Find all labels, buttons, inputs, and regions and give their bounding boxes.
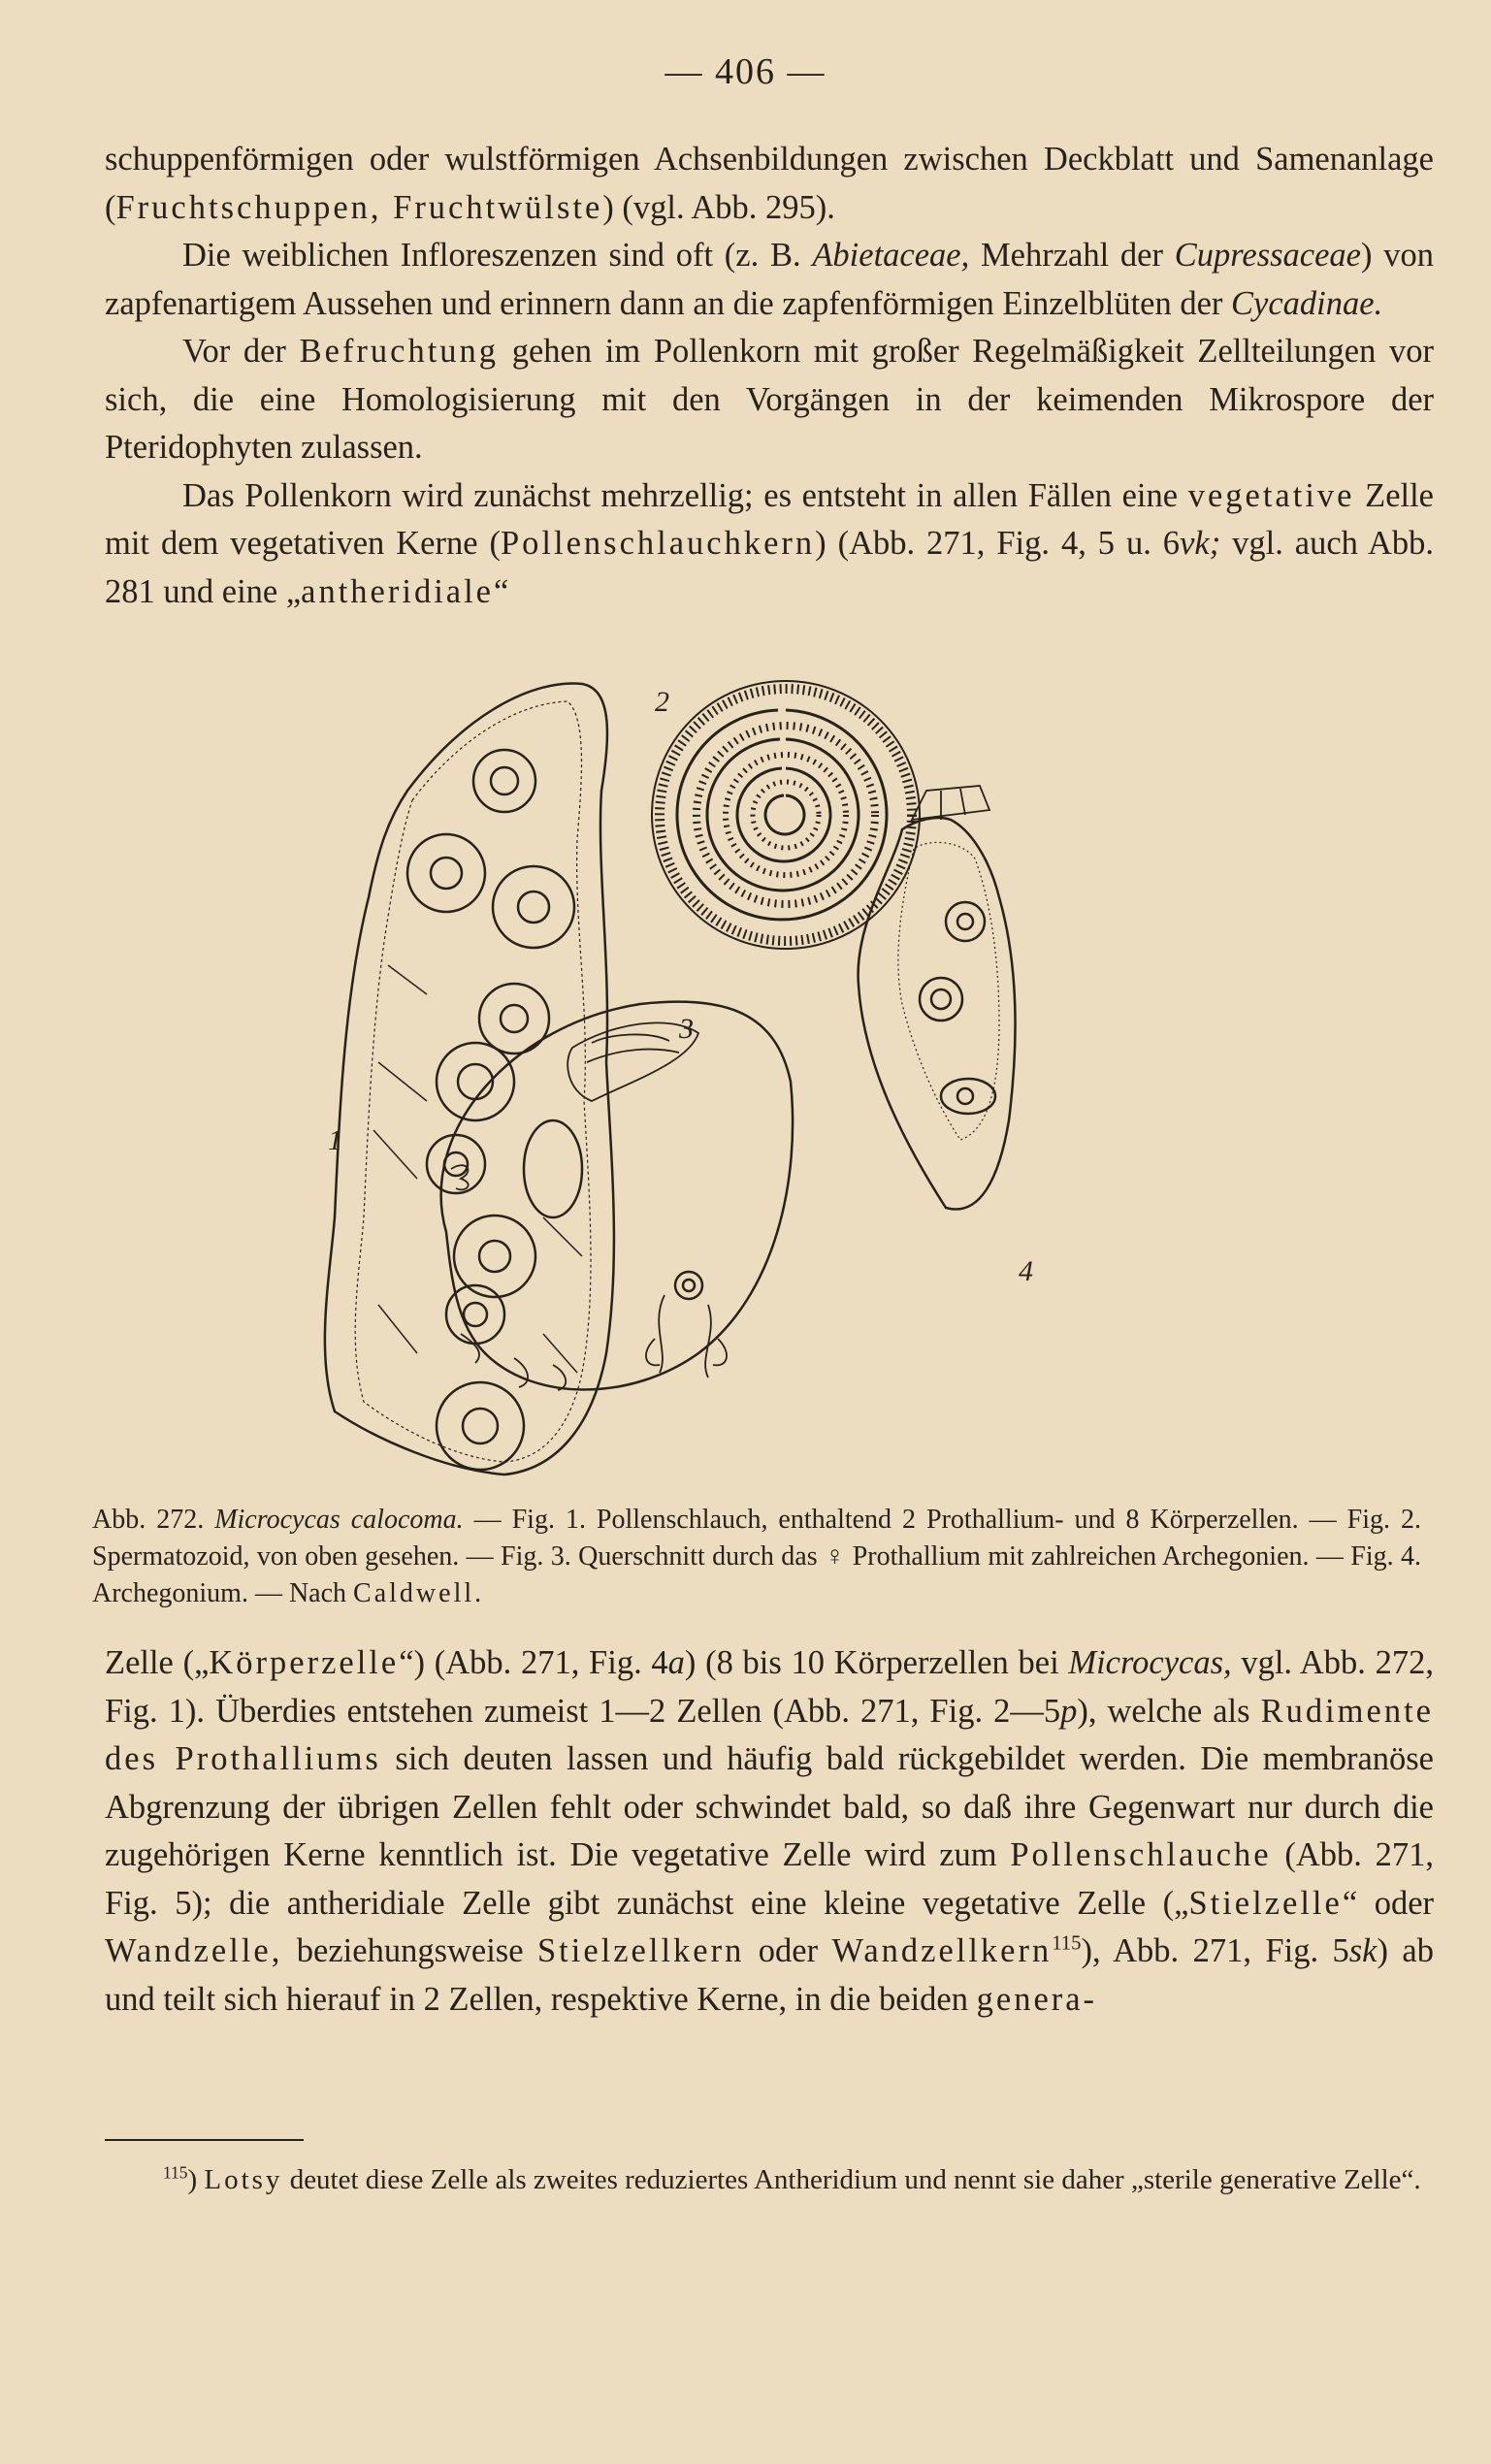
- footnote-marker[interactable]: 115: [1052, 1932, 1082, 1955]
- spaced-term: Fruchtschuppen, Fruchtwülste: [115, 188, 603, 226]
- fig-label-3: 3: [679, 1013, 694, 1045]
- figure-caption: [92, 1502, 1421, 1612]
- taxon-name: Cycadinae.: [1231, 284, 1383, 322]
- footnote-author: Lotsy: [204, 2164, 283, 2195]
- paragraph: [105, 232, 1434, 328]
- paragraph: [105, 472, 1434, 617]
- abbreviation: vk;: [1180, 525, 1221, 562]
- footnote-divider: [105, 2139, 304, 2141]
- caption-text: [92, 1502, 1421, 1612]
- text-run: Zelle mit dem vegetativen Kerne (: [105, 476, 1434, 562]
- spaced-term: vegetative: [1187, 476, 1355, 514]
- text-run: (Abb. 271, Fig. 5); die antheridiale Zelle gibt zunächst eine kleine vegetative Zelle („: [105, 1836, 1434, 1922]
- spaced-term: Stielzelle: [1188, 1884, 1343, 1922]
- text-run: ) (Abb. 271, Fig. 4, 5 u. 6: [815, 525, 1181, 562]
- spaced-term: Wandzelle,: [105, 1932, 283, 1969]
- spaced-term: Pollenschlauche: [1010, 1836, 1272, 1873]
- caption-author: Caldwell.: [353, 1578, 485, 1608]
- paragraph: [105, 328, 1434, 472]
- spaced-term: Befruchtung: [299, 333, 500, 370]
- text-run: “: [494, 572, 509, 610]
- figure-microcycas: [320, 674, 1242, 1494]
- caption-body: — Fig. 1. Pollenschlauch, enthaltend 2 Prothallium- und 8 Körperzellen. — Fig. 2. Spermatozoid, von oben gesehen. — Fig. 3. Querschnitt durch das ♀ Prothallium mit zahlreichen Archegonien. — Fig. 4. Archegonium. — Nach: [92, 1505, 1421, 1608]
- text-run: sich deuten lassen und häufig bald rückgebildet werden. Die membranöse Abgrenzung der übrigen Zellen fehlt oder schwindet bald, so daß ihre Gegenwart nur durch die zugehörigen Kerne kenntlich ist. Die vegetative Zelle wird zum: [105, 1740, 1434, 1873]
- footnote-body: deutet diese Zelle als zweites reduziertes Antheridium und nennt sie daher „sterile generative Zelle“.: [282, 2164, 1421, 2195]
- text-run: ) ab und teilt sich hierauf in 2 Zellen, respektive Kerne, in die beiden: [105, 1932, 1434, 2018]
- text-run: Die weiblichen Infloreszenzen sind oft (z. B.: [182, 237, 813, 274]
- spaced-term: Rudimente des Prothalliums: [105, 1692, 1434, 1777]
- abbreviation: a: [667, 1644, 685, 1681]
- fig2-spermatozoid: [652, 681, 920, 949]
- text-run: Vor der: [182, 333, 300, 370]
- text-run: vgl. Abb. 272, Fig. 1). Überdies entstehen zumeist 1—2 Zellen (Abb. 271, Fig. 2—5: [105, 1644, 1434, 1730]
- taxon-name: Abietaceae,: [812, 237, 970, 274]
- fig-label-1: 1: [328, 1124, 342, 1156]
- text-run: ), Abb. 271, Fig. 5: [1081, 1932, 1349, 1969]
- text-run: Das Pollenkorn wird zunächst mehrzellig; es entsteht in allen Fällen eine: [182, 476, 1188, 514]
- footnote: [105, 2161, 1434, 2198]
- botanical-illustration: [320, 674, 1242, 1494]
- text-run: oder: [744, 1932, 832, 1969]
- spaced-term: antheridiale: [301, 572, 494, 610]
- text-run: “ oder: [1342, 1884, 1434, 1922]
- fig-label-2: 2: [655, 686, 669, 718]
- spaced-term: Pollenschlauchkern: [500, 525, 816, 562]
- text-run: beziehungsweise: [282, 1932, 537, 1969]
- body-text-top: [105, 136, 1434, 616]
- text-run: vgl. auch Abb. 281 und eine „: [105, 525, 1434, 610]
- spaced-term: genera-: [976, 1980, 1098, 2018]
- text-run: Mehrzahl der: [969, 237, 1175, 274]
- text-run: ) (vgl. Abb. 295).: [602, 188, 835, 226]
- footnote-number: 115: [163, 2162, 188, 2183]
- page-number: — 406 —: [664, 51, 827, 92]
- spaced-term: Stielzellkern: [536, 1932, 745, 1969]
- paragraph: [105, 1639, 1434, 2024]
- text-run: ) von zapfenartigem Aussehen und erinnern dann an die zapfenförmigen Einzelblüten der: [105, 237, 1434, 322]
- spaced-term: Wandzellkern: [831, 1932, 1053, 1969]
- paragraph: [105, 136, 1434, 232]
- taxon-name: Microcycas,: [1068, 1644, 1232, 1681]
- fig3-prothallium-cross-section: [441, 1002, 793, 1390]
- caption-species: Microcycas calocoma.: [214, 1505, 464, 1535]
- text-run: ) (8 bis 10 Körperzellen bei: [684, 1644, 1069, 1681]
- body-text-bottom: [105, 1639, 1434, 2024]
- text-run: schuppenförmigen oder wulstförmigen Achsenbildungen zwischen Deckblatt und Samenanlage (: [105, 141, 1434, 226]
- fig-label-4: 4: [1019, 1255, 1033, 1287]
- abbreviation: sk: [1348, 1932, 1378, 1969]
- spaced-term: Körperzelle: [209, 1644, 400, 1681]
- abbreviation: p: [1060, 1692, 1078, 1730]
- taxon-name: Cupressaceae: [1174, 237, 1361, 274]
- text-run: ), welche als: [1077, 1692, 1261, 1730]
- text-run: “) (Abb. 271, Fig. 4: [399, 1644, 668, 1681]
- text-run: gehen im Pollenkorn mit großer Regelmäßigkeit Zellteilungen vor sich, die eine Homologisierung mit den Vorgängen in der keimenden Mikrospore der Pteridophyten zulassen.: [105, 333, 1434, 466]
- caption-lead: Abb. 272.: [92, 1505, 215, 1535]
- footnote-text: $^{115}$) Lotsy deutet diese Zelle als zweites reduziertes Antheridium und nennt sie daher „sterile generative Zelle“.: [163, 2162, 1421, 2195]
- text-run: Zelle („: [105, 1644, 210, 1681]
